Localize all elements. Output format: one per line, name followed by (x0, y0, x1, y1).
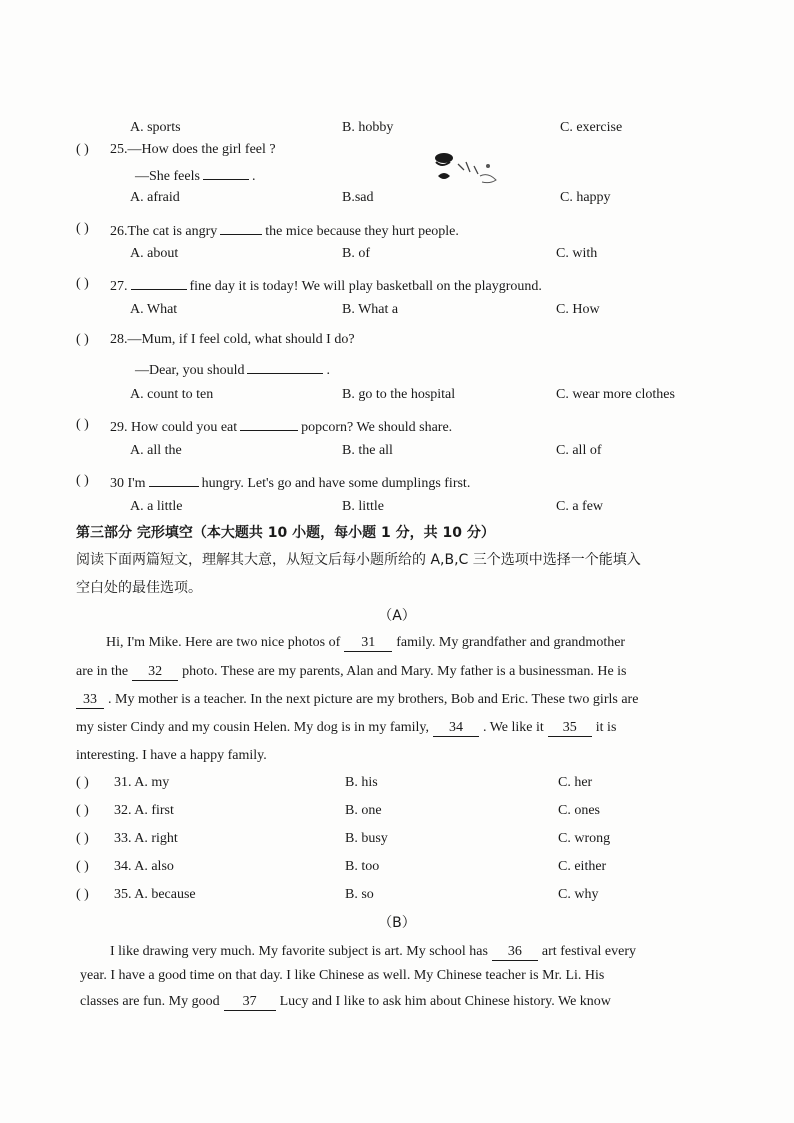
q34-option-b: B. too (345, 859, 380, 874)
answer-paren[interactable]: ( ) (76, 803, 89, 818)
q25-blank[interactable] (203, 164, 249, 180)
q29-option-a: A. all the (130, 443, 182, 458)
q26-option-c: C. with (556, 246, 598, 261)
q31-option-a: 31. A. my (114, 775, 170, 790)
q25-option-c: C. happy (560, 190, 611, 205)
q27-option-c: C. How (556, 302, 600, 317)
q27-blank[interactable] (131, 274, 187, 290)
q30-option-a: A. a little (130, 499, 183, 514)
q30-option-c: C. a few (556, 499, 604, 514)
passage-a-line (76, 662, 627, 682)
q25-reply-text: —She feels (135, 169, 200, 184)
text: family. My grandfather and grandmother (396, 635, 626, 650)
answer-paren[interactable]: ( ) (76, 142, 89, 157)
text: art festival every (541, 944, 636, 959)
q29-option-c: C. all of (556, 443, 602, 458)
text: . We like it (482, 720, 544, 735)
q26-stem (110, 219, 459, 242)
q26-option-b: B. of (342, 246, 370, 261)
blank-31[interactable]: 31 (344, 635, 392, 652)
q30-stem-post: hungry. Let's go and have some dumplings first. (201, 476, 471, 491)
q25-reply (135, 164, 255, 187)
q33-option-c: C. wrong (558, 831, 611, 846)
q29-stem-post: popcorn? We should share. (301, 420, 453, 435)
passage-b-line (80, 992, 611, 1012)
answer-paren[interactable]: ( ) (76, 221, 89, 236)
q28-option-a: A. count to ten (130, 387, 214, 402)
passage-a-line (106, 633, 625, 653)
answer-paren[interactable]: ( ) (76, 775, 89, 790)
text: my sister Cindy and my cousin Helen. My dog is in my family, (76, 720, 429, 735)
answer-paren[interactable]: ( ) (76, 332, 89, 347)
q28-stem: 28.—Mum, if I feel cold, what should I do? (110, 332, 355, 347)
q25-option-b: B.sad (342, 190, 374, 205)
q26-stem-post: the mice because they hurt people. (265, 224, 459, 239)
q28-reply (135, 358, 330, 381)
answer-paren[interactable]: ( ) (76, 276, 89, 291)
blank-34[interactable]: 34 (433, 720, 479, 737)
q27-stem (110, 274, 542, 297)
q30-blank[interactable] (149, 471, 199, 487)
q27-stem-post: fine day it is today! We will play basketball on the playground. (189, 279, 542, 294)
q34-option-c: C. either (558, 859, 607, 874)
q35-option-c: C. why (558, 887, 599, 902)
q30-stem (110, 471, 470, 494)
q27-stem-pre: 27. (110, 279, 128, 294)
text: Lucy and I like to ask him about Chinese history. We know (279, 994, 611, 1009)
q30-option-b: B. little (342, 499, 384, 514)
answer-paren[interactable]: ( ) (76, 831, 89, 846)
q33-option-a: 33. A. right (114, 831, 178, 846)
q30-stem-pre: 30 I'm (110, 476, 146, 491)
q35-option-b: B. so (345, 887, 374, 902)
passage-b-line (110, 942, 636, 962)
answer-paren[interactable]: ( ) (76, 417, 89, 432)
passage-a-line: interesting. I have a happy family. (76, 748, 267, 763)
blank-33[interactable]: 33 (76, 692, 104, 709)
q32-option-b: B. one (345, 803, 382, 818)
passage-a-line (76, 718, 616, 738)
section-instructions: 阅读下面两篇短文，理解其大意，从短文后每小题所给的 A,B,C 三个选项中选择一个能填入 (76, 552, 641, 568)
q29-stem-pre: 29. How could you eat (110, 420, 238, 435)
q35-option-a: 35. A. because (114, 887, 196, 902)
answer-paren[interactable]: ( ) (76, 859, 89, 874)
q26-stem-pre: 26.The cat is angry (110, 224, 218, 239)
text: it is (595, 720, 617, 735)
q28-blank[interactable] (247, 358, 323, 374)
text: Hi, I'm Mike. Here are two nice photos of (106, 635, 341, 650)
q29-option-b: B. the all (342, 443, 393, 458)
q31-option-c: C. her (558, 775, 593, 790)
q26-blank[interactable] (220, 219, 262, 235)
q27-option-b: B. What a (342, 302, 399, 317)
q28-reply-text: —Dear, you should (135, 363, 245, 378)
section-heading: 第三部分 完形填空（本大题共 10 小题，每小题 1 分，共 10 分） (76, 525, 495, 541)
text: are in the (76, 664, 129, 679)
section-instructions-cont: 空白处的最佳选项。 (76, 580, 202, 596)
blank-32[interactable]: 32 (132, 664, 178, 681)
passage-a-label: （A） (378, 608, 416, 624)
sad-girl-icon (430, 150, 510, 190)
q24-option-c: C. exercise (560, 120, 623, 135)
q25-stem: 25.—How does the girl feel ? (110, 142, 276, 157)
q25-option-a: A. afraid (130, 190, 180, 205)
q31-option-b: B. his (345, 775, 378, 790)
answer-paren[interactable]: ( ) (76, 473, 89, 488)
q32-option-a: 32. A. first (114, 803, 174, 818)
q33-option-b: B. busy (345, 831, 388, 846)
q32-option-c: C. ones (558, 803, 600, 818)
q28-reply-end: . (326, 363, 330, 378)
passage-b-line: year. I have a good time on that day. I like Chinese as well. My Chinese teacher is Mr. Li. His (80, 968, 605, 983)
q29-stem (110, 415, 452, 438)
blank-35[interactable]: 35 (548, 720, 592, 737)
q28-option-b: B. go to the hospital (342, 387, 456, 402)
passage-b-label: （B） (378, 915, 416, 931)
q28-option-c: C. wear more clothes (556, 387, 675, 402)
text: I like drawing very much. My favorite subject is art. My school has (110, 944, 488, 959)
text: photo. These are my parents, Alan and Mary. My father is a businessman. He is (182, 664, 627, 679)
blank-36[interactable]: 36 (492, 944, 538, 961)
q26-option-a: A. about (130, 246, 179, 261)
q34-option-a: 34. A. also (114, 859, 174, 874)
passage-a-line (76, 690, 638, 710)
q29-blank[interactable] (240, 415, 298, 431)
q25-reply-end: . (251, 169, 256, 184)
text: . My mother is a teacher. In the next picture are my brothers, Bob and Eric. These two girls are (108, 692, 639, 707)
q27-option-a: A. What (130, 302, 178, 317)
q24-option-b: B. hobby (342, 120, 394, 135)
text: classes are fun. My good (80, 994, 220, 1009)
answer-paren[interactable]: ( ) (76, 887, 89, 902)
q24-option-a: A. sports (130, 120, 181, 135)
blank-37[interactable]: 37 (224, 994, 276, 1011)
